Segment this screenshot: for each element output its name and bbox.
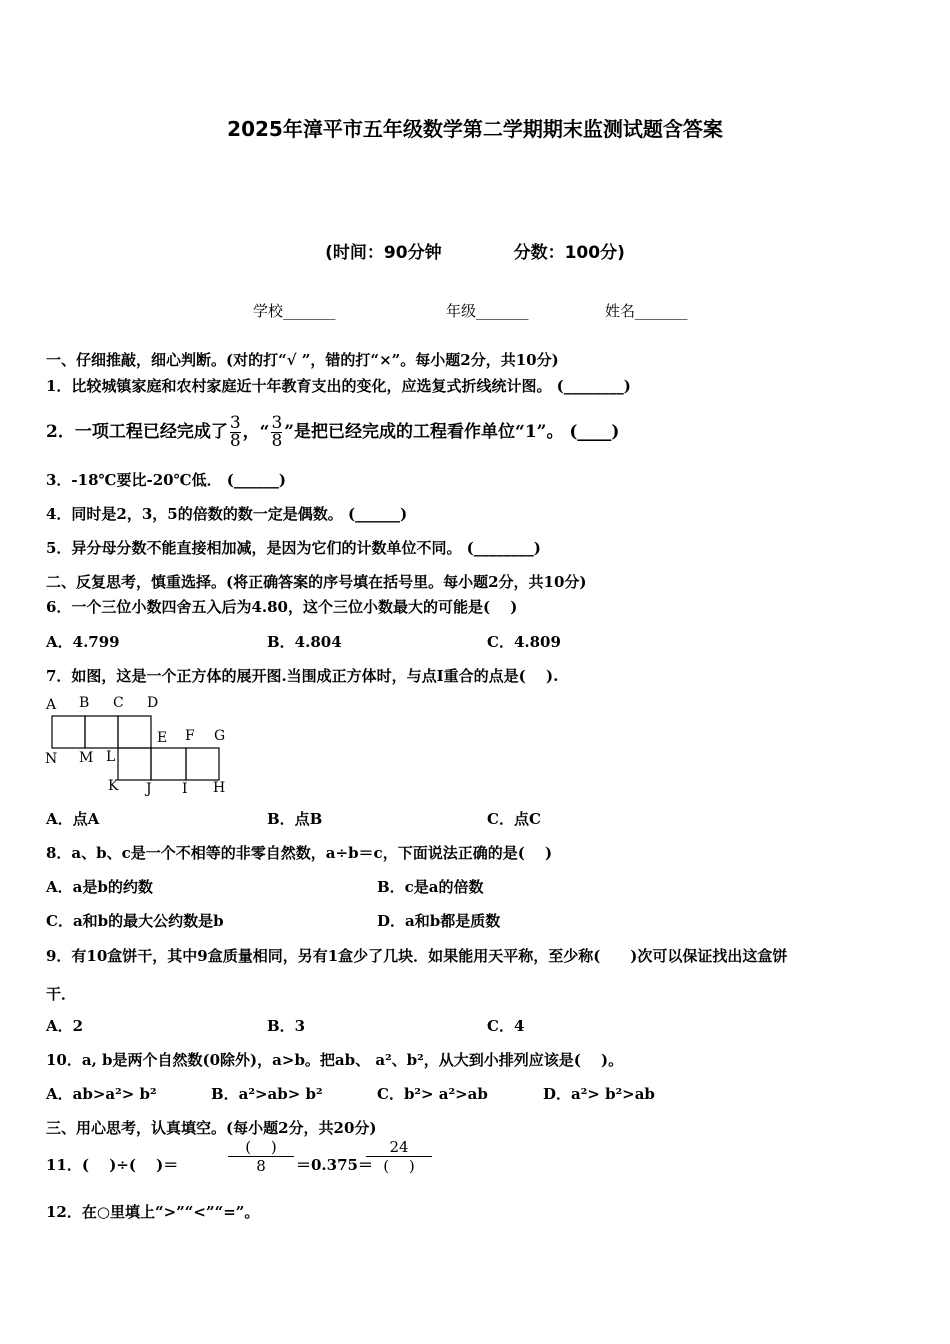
option-d[interactable]: D．a²> b²>ab: [543, 1085, 655, 1103]
question-2: [46, 414, 619, 450]
exam-meta: [0, 238, 950, 263]
question-4: 4．同时是2，3，5的倍数的数一定是偶数。 (______): [46, 505, 408, 523]
net-square: [186, 748, 219, 780]
section-heading: 二、反复思考，慎重选择。(将正确答案的序号填在括号里。每小题2分，共10分): [46, 573, 587, 591]
cube-net-figure: [40, 692, 240, 802]
option-b[interactable]: B．点B: [267, 810, 323, 828]
school-field[interactable]: 学校_______: [253, 302, 336, 320]
page-title: 2025年漳平市五年级数学第二学期期末监测试题含答案: [227, 117, 723, 141]
net-square: [118, 716, 151, 748]
vertex-label: N: [45, 751, 58, 767]
option-c[interactable]: C．a和b的最大公约数是b: [46, 912, 224, 930]
question-9-line-2: 干．: [46, 985, 77, 1003]
question-11-start: 11．( )÷( )＝: [46, 1156, 179, 1174]
question-10: 10．a, b是两个自然数(0除外)，a>b。把ab、 a²、b²，从大到小排列应该是( )。: [46, 1051, 624, 1069]
question-12: 12．在○里填上“>”“<”“=”。: [46, 1203, 260, 1221]
section-heading: 三、用心思考，认真填空。(每小题2分，共20分): [46, 1119, 377, 1137]
vertex-label: B: [79, 695, 90, 711]
question-2-text-a: 2．一项工程已经完成了: [46, 422, 228, 442]
vertex-label: I: [182, 781, 188, 797]
question-3: 3．-18℃要比-20℃低． (______): [46, 471, 287, 489]
vertex-label: K: [108, 778, 119, 794]
fraction-blank-over-8[interactable]: ( ) 8: [228, 1139, 294, 1174]
score-label: 分数：100分): [513, 243, 625, 263]
question-2-text-b: ，“: [242, 422, 270, 442]
option-a[interactable]: A．a是b的约数: [46, 878, 153, 896]
question-2-text-c: ”是把已经完成的工程看作单位“1”。 (____): [284, 422, 620, 442]
question-8: 8．a、b、c是一个不相等的非零自然数，a÷b＝c，下面说法正确的是( ): [46, 844, 553, 862]
fraction-24-over-blank[interactable]: 24 ( ): [366, 1139, 432, 1174]
option-a[interactable]: A．点A: [46, 810, 100, 828]
question-5: 5．异分母分数不能直接相加减，是因为它们的计数单位不同。 (________): [46, 539, 541, 557]
question-11-middle: ＝0.375＝: [296, 1156, 373, 1174]
net-square: [85, 716, 118, 748]
option-d[interactable]: D．a和b都是质数: [377, 912, 501, 930]
option-b[interactable]: B．3: [267, 1017, 306, 1035]
option-b[interactable]: B．4.804: [267, 633, 342, 651]
vertex-label: L: [106, 749, 116, 765]
question-7: 7．如图，这是一个正方体的展开图.当围成正方体时，与点I重合的点是( ).: [46, 667, 559, 685]
fraction-3-8-quoted: $\frac{3}{8}$: [271, 413, 283, 451]
vertex-label: A: [46, 697, 57, 713]
option-c[interactable]: C．4: [487, 1017, 525, 1035]
vertex-label: E: [157, 730, 168, 746]
vertex-label: G: [214, 728, 226, 744]
vertex-label: D: [147, 695, 159, 711]
time-label: (时间：90分钟: [325, 243, 442, 263]
question-1: 1．比较城镇家庭和农村家庭近十年教育支出的变化，应选复式折线统计图。 (________): [46, 377, 631, 395]
option-a[interactable]: A．4.799: [46, 633, 120, 651]
option-b[interactable]: B．c是a的倍数: [377, 878, 484, 896]
vertex-label: J: [146, 781, 152, 797]
name-field[interactable]: 姓名_______: [605, 302, 688, 320]
option-c[interactable]: C．b²> a²>ab: [377, 1085, 488, 1103]
net-square: [118, 748, 151, 780]
vertex-label: F: [185, 728, 195, 744]
vertex-label: M: [79, 750, 94, 766]
option-c[interactable]: C．点C: [487, 810, 541, 828]
vertex-label: C: [113, 695, 124, 711]
net-square: [151, 748, 186, 780]
section-heading: 一、仔细推敲，细心判断。(对的打“√ ”，错的打“×”。每小题2分，共10分): [46, 351, 559, 369]
vertex-label: H: [213, 780, 226, 796]
net-square: [52, 716, 85, 748]
grade-field[interactable]: 年级_______: [446, 302, 529, 320]
option-a[interactable]: A．2: [46, 1017, 84, 1035]
option-c[interactable]: C．4.809: [487, 633, 561, 651]
option-b[interactable]: B．a²>ab> b²: [211, 1085, 323, 1103]
option-a[interactable]: A．ab>a²> b²: [46, 1085, 157, 1103]
question-6: 6．一个三位小数四舍五入后为4.80，这个三位小数最大的可能是( ): [46, 598, 518, 616]
question-9-line-1: 9．有10盒饼干，其中9盒质量相同，另有1盒少了几块．如果能用天平称，至少称( )次可以保证找出这盒饼: [46, 947, 788, 965]
fraction-3-8: $\frac{3}{8}$: [229, 413, 241, 451]
